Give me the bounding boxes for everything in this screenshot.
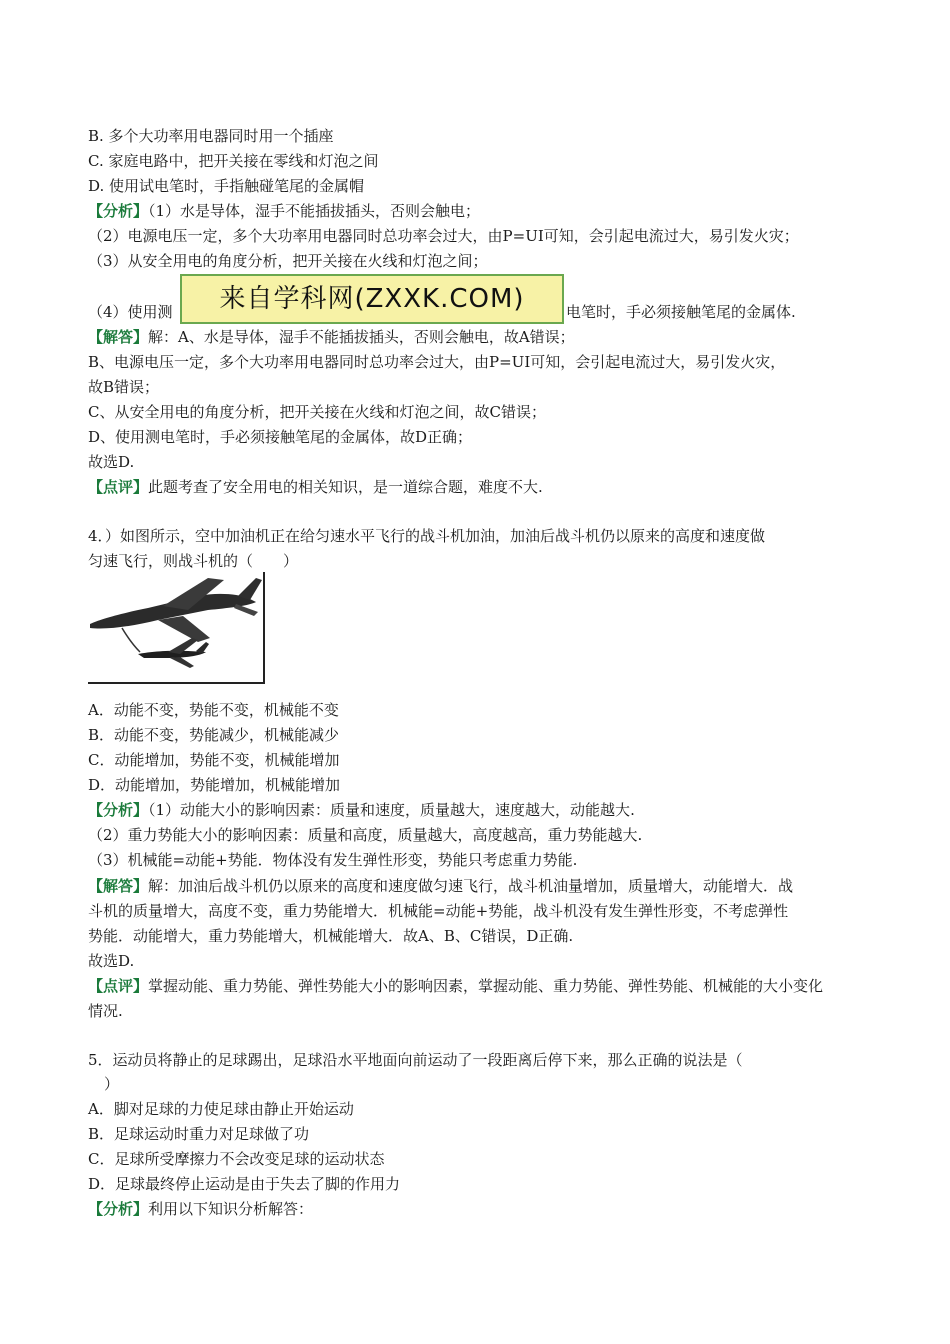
- analysis-text: （1）水是导体，湿手不能插拔插头，否则会触电；: [148, 202, 481, 220]
- q3-answer-line-4: C、从安全用电的角度分析，把开关接在火线和灯泡之间，故C错误；: [88, 403, 546, 421]
- q4-answer-line-1: [88, 876, 793, 896]
- q4-option-c: C．动能增加，势能不变，机械能增加: [88, 751, 340, 769]
- q3-option-d: D. 使用试电笔时，手指触碰笔尾的金属帽: [88, 177, 365, 195]
- answer-text: 解：加油后战斗机仍以原来的高度和速度做匀速飞行，战斗机油量增加，质量增大，动能增大．战: [148, 877, 794, 895]
- q4-stem-line-1: 4．）如图所示，空中加油机正在给匀速水平飞行的战斗机加油，加油后战斗机仍以原来的高度和速度做: [88, 527, 766, 545]
- q4-analysis-line-2: （2）重力势能大小的影响因素：质量和高度，质量越大，高度越高，重力势能越大.: [88, 826, 643, 844]
- q4-answer-line-3: 势能．动能增大，重力势能增大，机械能增大．故A、B、C错误，D正确.: [88, 927, 574, 945]
- q3-answer-line-3: 故B错误；: [88, 378, 160, 396]
- q5-stem-line-2: ）: [104, 1075, 120, 1093]
- q4-option-a: A．动能不变，势能不变，机械能不变: [88, 701, 339, 719]
- q5-option-d: D．足球最终停止运动是由于失去了脚的作用力: [88, 1175, 401, 1193]
- q5-stem-line-1: 5．运动员将静止的足球踢出，足球沿水平地面向前运动了一段距离后停下来，那么正确的说法是（: [88, 1051, 743, 1069]
- q3-comment-line: [88, 477, 543, 497]
- q4-comment-line-1: [88, 976, 823, 996]
- q4-comment-line-2: 情况.: [88, 1002, 123, 1020]
- analysis-tag: 【分析】: [88, 1200, 149, 1218]
- q3-analysis-line-3: （3）从安全用电的角度分析，把开关接在火线和灯泡之间；: [88, 252, 488, 270]
- q4-answer-line-2: 斗机的质量增大，高度不变，重力势能增大．机械能=动能+势能，战斗机没有发生弹性形变，不考虑弹性: [88, 902, 789, 920]
- q3-answer-line-2: B、电源电压一定，多个大功率用电器同时总功率会过大，由P=UI可知，会引起电流过大，易引发火灾，: [88, 353, 786, 371]
- answer-tag: 【解答】: [88, 328, 149, 346]
- q3-analysis-line-1: [88, 201, 480, 221]
- comment-tag: 【点评】: [88, 977, 149, 995]
- q3-answer-line-5: D、使用测电笔时，手必须接触笔尾的金属体，故D正确；: [88, 428, 473, 446]
- q3-answer-line-1: [88, 327, 575, 347]
- q4-analysis-line-3: （3）机械能=动能+势能．物体没有发生弹性形变，势能只考虑重力势能.: [88, 851, 578, 869]
- analysis-text: （1）动能大小的影响因素：质量和速度，质量越大，速度越大，动能越大.: [148, 801, 635, 819]
- aerial-refueling-photo: [88, 572, 266, 684]
- q4-option-b: B．动能不变，势能减少，机械能减少: [88, 726, 340, 744]
- q5-option-c: C．足球所受摩擦力不会改变足球的运动状态: [88, 1150, 385, 1168]
- q3-analysis-line-2: （2）电源电压一定，多个大功率用电器同时总功率会过大，由P=UI可知，会引起电流过大，易引发火灾；: [88, 227, 799, 245]
- analysis-tag: 【分析】: [88, 801, 149, 819]
- q4-answer-line-4: 故选D.: [88, 952, 135, 970]
- q5-option-b: B．足球运动时重力对足球做了功: [88, 1125, 310, 1143]
- q3-answer-line-6: 故选D.: [88, 453, 135, 471]
- q4-stem-line-2: 匀速飞行，则战斗机的（ ）: [88, 552, 299, 570]
- q3-analysis-line-4b: 电笔时，手必须接触笔尾的金属体.: [566, 303, 796, 321]
- comment-text: 此题考查了安全用电的相关知识，是一道综合题，难度不大.: [148, 478, 543, 496]
- comment-tag: 【点评】: [88, 478, 149, 496]
- q5-analysis-line-1: [88, 1199, 313, 1219]
- answer-tag: 【解答】: [88, 877, 149, 895]
- watermark-banner: 来自学科网(ZXXK.COM): [180, 274, 564, 324]
- analysis-text: 利用以下知识分析解答：: [148, 1200, 314, 1218]
- q3-option-b: B. 多个大功率用电器同时用一个插座: [88, 127, 334, 145]
- analysis-tag: 【分析】: [88, 202, 149, 220]
- q5-option-a: A．脚对足球的力使足球由静止开始运动: [88, 1100, 354, 1118]
- q4-analysis-line-1: [88, 800, 635, 820]
- q3-option-c: C. 家庭电路中，把开关接在零线和灯泡之间: [88, 152, 379, 170]
- q3-analysis-line-4a: （4）使用测: [88, 303, 173, 321]
- answer-text: 解：A、水是导体，湿手不能插拔插头，否则会触电，故A错误；: [148, 328, 575, 346]
- comment-text: 掌握动能、重力势能、弹性势能大小的影响因素，掌握动能、重力势能、弹性势能、机械能的大小变化: [148, 977, 824, 995]
- q4-option-d: D．动能增加，势能增加，机械能增加: [88, 776, 341, 794]
